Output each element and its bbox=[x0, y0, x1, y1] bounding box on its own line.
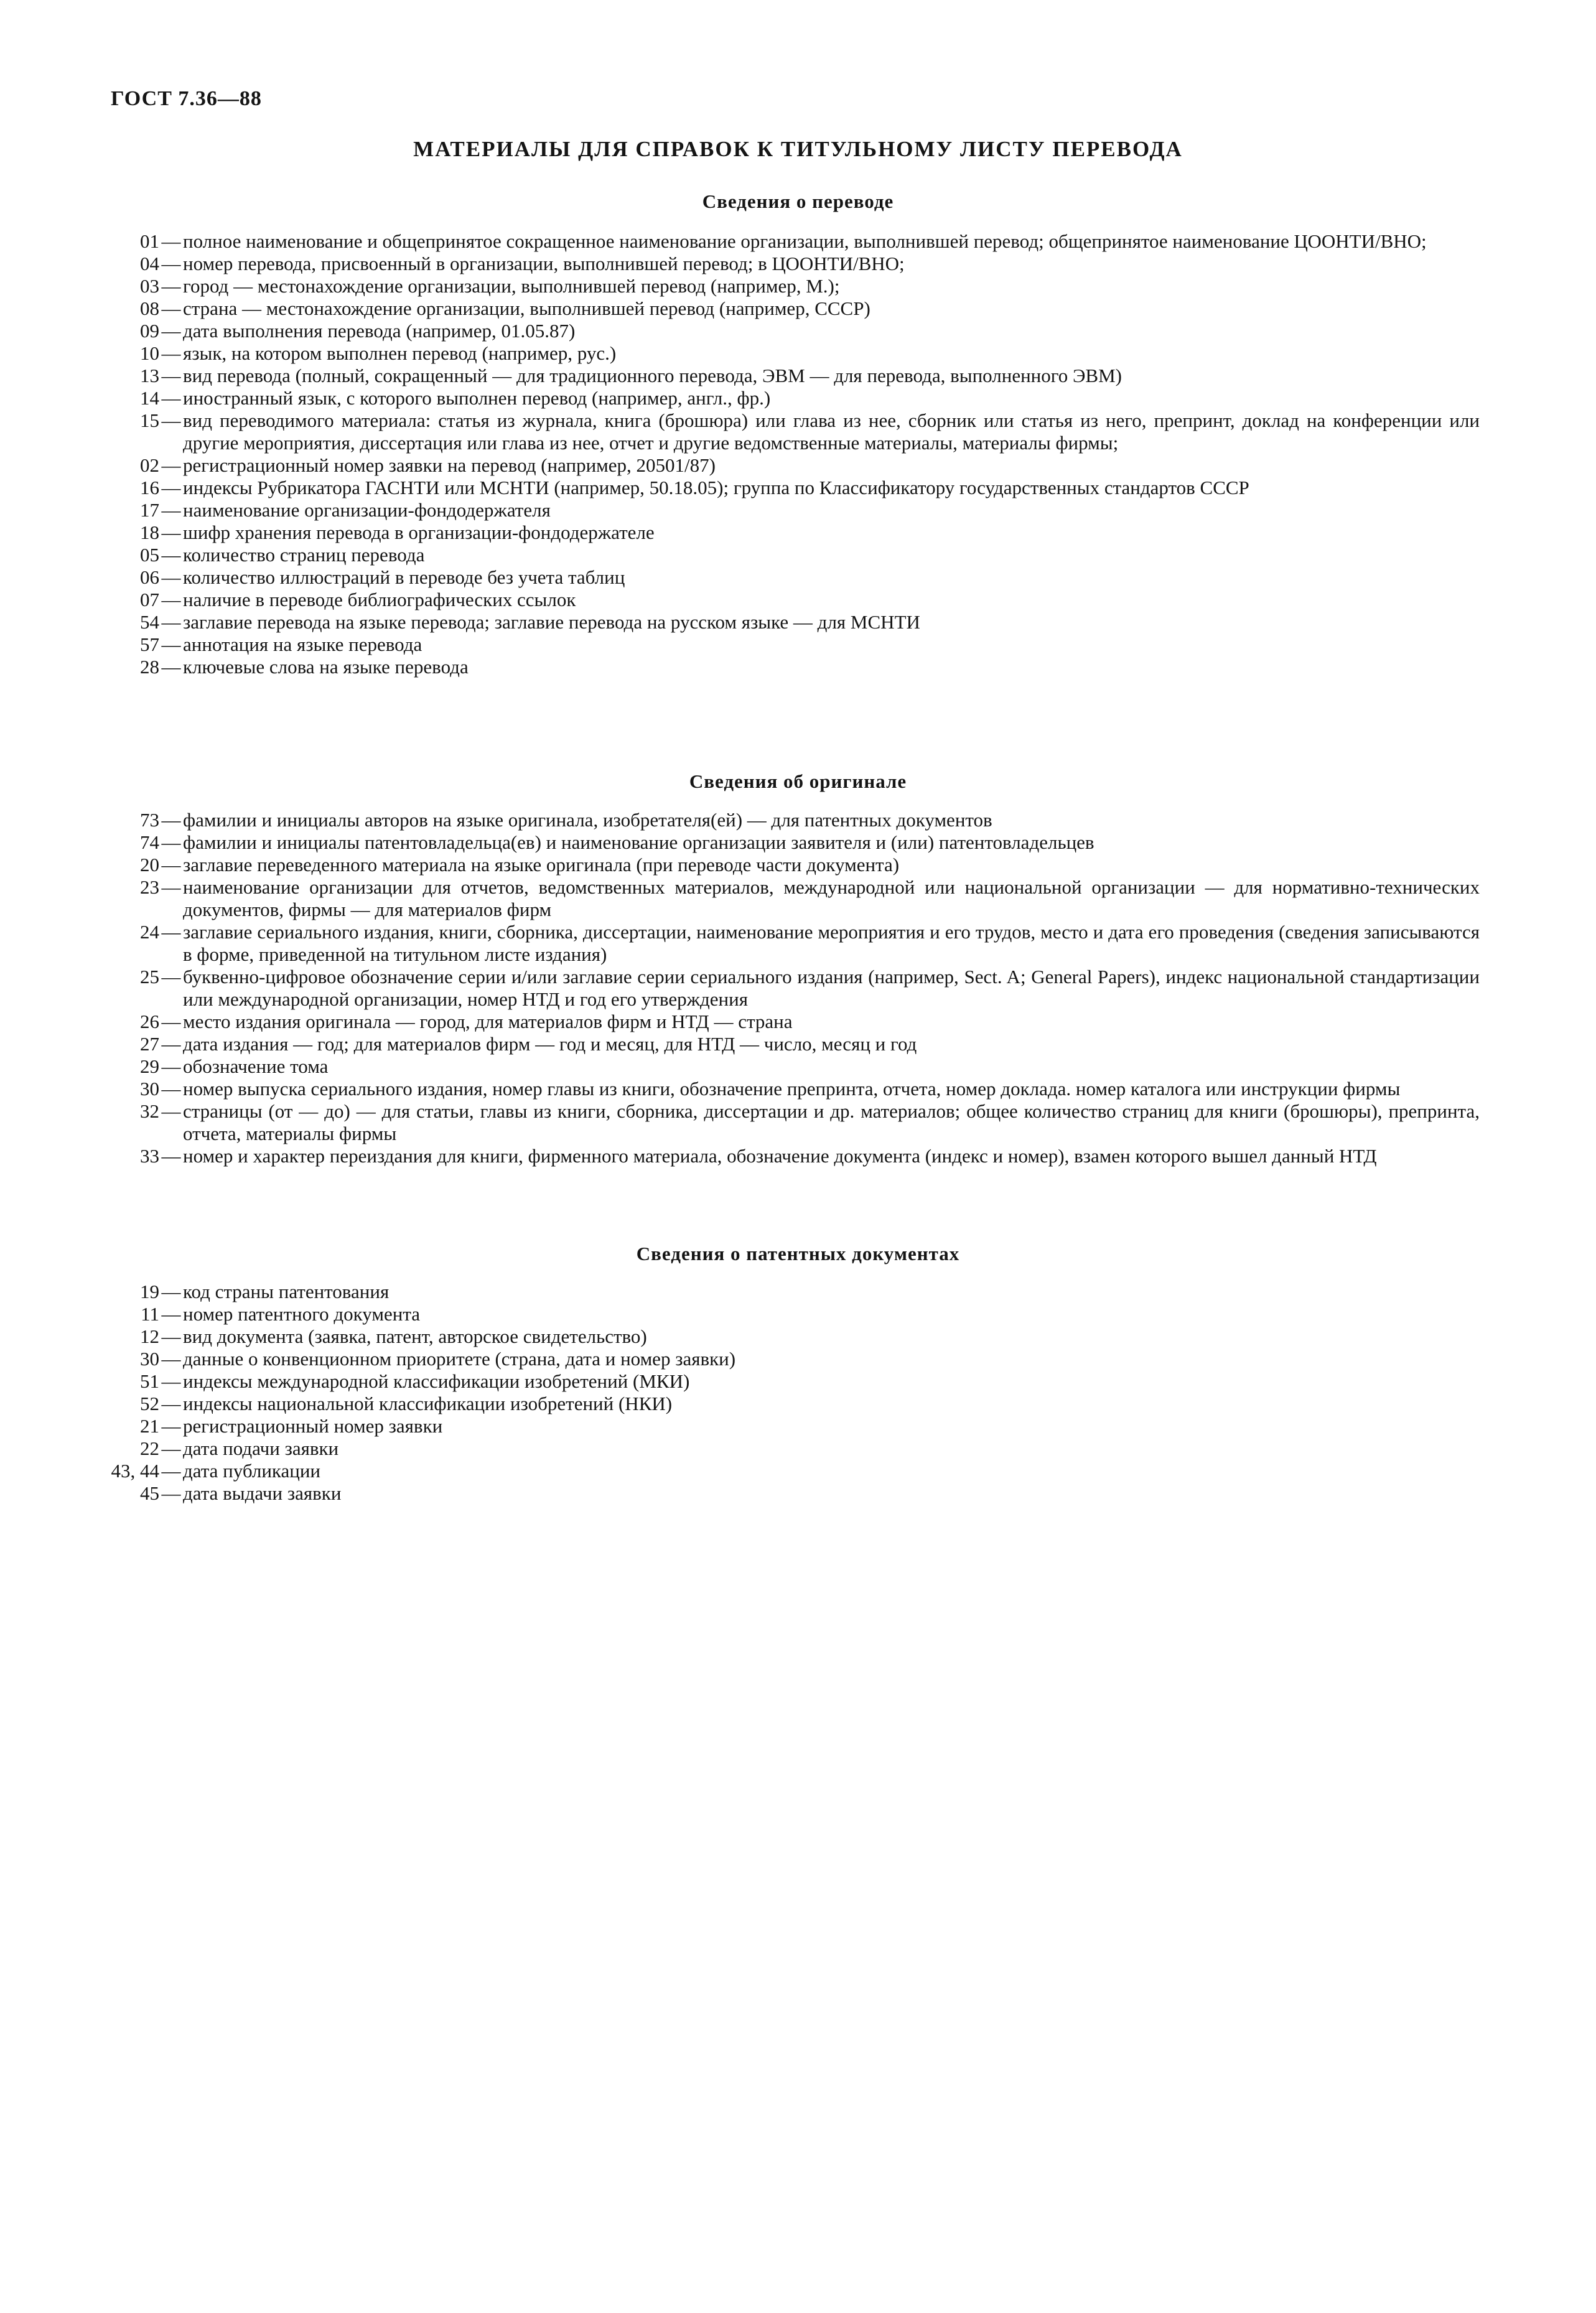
field-description: номер патентного документа bbox=[183, 1303, 421, 1325]
list-item bbox=[111, 1145, 1480, 1167]
list-item bbox=[111, 1348, 1480, 1370]
field-code: 02 bbox=[140, 454, 159, 476]
list-item bbox=[111, 966, 1480, 1011]
field-code: 11 bbox=[141, 1303, 159, 1325]
field-description: фамилии и инициалы авторов на языке оригинала, изобретателя(ей) — для патентных документов bbox=[183, 809, 992, 831]
field-description: количество страниц перевода bbox=[183, 544, 425, 566]
field-code: 21 bbox=[140, 1415, 159, 1437]
dash-separator: — bbox=[161, 253, 181, 274]
field-description: дата выполнения перевода (например, 01.05.87) bbox=[183, 320, 576, 342]
field-description: дата подачи заявки bbox=[183, 1437, 339, 1459]
field-code: 10 bbox=[140, 342, 159, 364]
list-item bbox=[111, 1055, 1480, 1078]
field-description: заглавие сериального издания, книги, сборника, диссертации, наименование мероприятия и его трудов, место и дата его проведения (сведения записываются в форме, приведенной на титульном листе издания) bbox=[183, 921, 1480, 965]
dash-separator: — bbox=[161, 966, 181, 988]
field-description: номер выпуска сериального издания, номер главы из книги, обозначение препринта, отчета, номер доклада. номер каталога или инструкции фирмы bbox=[183, 1078, 1401, 1100]
list-item bbox=[111, 1460, 1480, 1482]
dash-separator: — bbox=[161, 454, 181, 476]
list-item bbox=[111, 544, 1480, 566]
list-item bbox=[111, 342, 1480, 365]
field-description: индексы международной классификации изобретений (МКИ) bbox=[183, 1370, 690, 1392]
dash-separator: — bbox=[161, 1145, 181, 1167]
field-description: ключевые слова на языке перевода bbox=[183, 656, 469, 678]
field-code: 73 bbox=[140, 809, 159, 831]
dash-separator: — bbox=[161, 275, 181, 297]
field-code: 30 bbox=[140, 1078, 159, 1100]
field-description: вид документа (заявка, патент, авторское свидетельство) bbox=[183, 1325, 647, 1347]
field-description: регистрационный номер заявки bbox=[183, 1415, 443, 1437]
list-item bbox=[111, 809, 1480, 831]
field-code: 20 bbox=[140, 854, 159, 876]
field-description: дата публикации bbox=[183, 1460, 321, 1482]
field-description: обозначение тома bbox=[183, 1055, 329, 1077]
field-description: заглавие перевода на языке перевода; заглавие перевода на русском языке — для МСНТИ bbox=[183, 611, 920, 633]
field-code: 09 bbox=[140, 320, 159, 342]
list-item bbox=[111, 499, 1480, 521]
dash-separator: — bbox=[161, 499, 181, 521]
dash-separator: — bbox=[161, 1055, 181, 1077]
field-code: 30 bbox=[140, 1348, 159, 1370]
list-item bbox=[111, 656, 1480, 678]
field-code: 23 bbox=[140, 876, 159, 898]
list-item bbox=[111, 1011, 1480, 1033]
field-description: фамилии и инициалы патентовладельца(ев) и наименование организации заявителя и (или) патентовладельцев bbox=[183, 831, 1094, 853]
dash-separator: — bbox=[161, 521, 181, 543]
field-code: 06 bbox=[140, 566, 159, 588]
field-code: 57 bbox=[140, 633, 159, 655]
dash-separator: — bbox=[161, 1437, 181, 1459]
list-item bbox=[111, 365, 1480, 387]
dash-separator: — bbox=[161, 409, 181, 431]
dash-separator: — bbox=[161, 230, 181, 252]
field-code: 04 bbox=[140, 253, 159, 274]
dash-separator: — bbox=[161, 1393, 181, 1414]
dash-separator: — bbox=[161, 1460, 181, 1482]
field-description: индексы национальной классификации изобретений (НКИ) bbox=[183, 1393, 673, 1414]
translation-fields-list bbox=[111, 230, 1480, 678]
field-code: 15 bbox=[140, 409, 159, 431]
field-description: количество иллюстраций в переводе без учета таблиц bbox=[183, 566, 625, 588]
list-item bbox=[111, 1437, 1480, 1460]
field-description: наименование организации-фондодержателя bbox=[183, 499, 551, 521]
list-item bbox=[111, 1033, 1480, 1055]
list-item bbox=[111, 1078, 1480, 1100]
field-code: 54 bbox=[140, 611, 159, 633]
field-code: 52 bbox=[140, 1393, 159, 1414]
field-description: номер и характер переиздания для книги, фирменного материала, обозначение документа (индекс и номер), взамен которого вышел данный НТД bbox=[183, 1145, 1377, 1167]
list-item bbox=[111, 409, 1480, 454]
field-code: 51 bbox=[140, 1370, 159, 1392]
dash-separator: — bbox=[161, 1281, 181, 1302]
dash-separator: — bbox=[161, 1482, 181, 1504]
list-item bbox=[111, 566, 1480, 589]
section-title-translation: Сведения о переводе bbox=[702, 190, 894, 212]
field-code: 12 bbox=[140, 1325, 159, 1347]
list-item bbox=[111, 230, 1480, 253]
list-item bbox=[111, 876, 1480, 921]
dash-separator: — bbox=[161, 1325, 181, 1347]
list-item bbox=[111, 1281, 1480, 1303]
dash-separator: — bbox=[161, 589, 181, 610]
field-description: буквенно-цифровое обозначение серии и/или заглавие серии сериального издания (например, Sect. A; General Papers), индекс национальной стандартизации или международной организации, номер НТД и год его утверждения bbox=[183, 966, 1480, 1010]
dash-separator: — bbox=[161, 656, 181, 678]
dash-separator: — bbox=[161, 854, 181, 876]
field-code: 18 bbox=[140, 521, 159, 543]
patent-fields-list bbox=[111, 1281, 1480, 1505]
dash-separator: — bbox=[161, 1303, 181, 1325]
dash-separator: — bbox=[161, 1348, 181, 1370]
field-code: 14 bbox=[140, 387, 159, 409]
field-description: дата издания — год; для материалов фирм — год и месяц, для НТД — число, месяц и год bbox=[183, 1033, 917, 1055]
list-item bbox=[111, 454, 1480, 477]
dash-separator: — bbox=[161, 297, 181, 319]
field-description: страна — местонахождение организации, выполнившей перевод (например, СССР) bbox=[183, 297, 870, 319]
list-item bbox=[111, 611, 1480, 633]
dash-separator: — bbox=[161, 831, 181, 853]
field-description: наименование организации для отчетов, ведомственных материалов, международной или национальной организации — для нормативно-технических документов, фирмы — для материалов фирм bbox=[183, 876, 1480, 920]
dash-separator: — bbox=[161, 320, 181, 342]
list-item bbox=[111, 1393, 1480, 1415]
field-code: 13 bbox=[140, 365, 159, 386]
field-description: страницы (от — до) — для статьи, главы из книги, сборника, диссертации и др. материалов; общее количество страниц для книги (брошюры), препринта, отчета, материалы фирмы bbox=[183, 1100, 1480, 1144]
field-description: язык, на котором выполнен перевод (например, рус.) bbox=[183, 342, 617, 364]
list-item bbox=[111, 633, 1480, 656]
list-item bbox=[111, 521, 1480, 544]
field-code: 16 bbox=[140, 477, 159, 498]
list-item bbox=[111, 1325, 1480, 1348]
list-item bbox=[111, 275, 1480, 297]
list-item bbox=[111, 921, 1480, 966]
list-item bbox=[111, 253, 1480, 275]
dash-separator: — bbox=[161, 633, 181, 655]
field-code: 43, 44 bbox=[111, 1460, 159, 1482]
field-description: данные о конвенционном приоритете (страна, дата и номер заявки) bbox=[183, 1348, 736, 1370]
field-code: 26 bbox=[140, 1011, 159, 1032]
section-title-original: Сведения об оригинале bbox=[689, 770, 907, 792]
field-description: вид перевода (полный, сокращенный — для традиционного перевода, ЭВМ — для перевода, выполненного ЭВМ) bbox=[183, 365, 1122, 386]
dash-separator: — bbox=[161, 387, 181, 409]
field-description: место издания оригинала — город, для материалов фирм и НТД — страна bbox=[183, 1011, 793, 1032]
dash-separator: — bbox=[161, 1033, 181, 1055]
dash-separator: — bbox=[161, 809, 181, 831]
dash-separator: — bbox=[161, 566, 181, 588]
dash-separator: — bbox=[161, 1370, 181, 1392]
field-description: вид переводимого материала: статья из журнала, книга (брошюра) или глава из нее, сборник или статья из него, препринт, доклад на конференции или другие мероприятия, диссертация или глава из нее, отчет и другие ведомственные материалы, материалы фирмы; bbox=[183, 409, 1480, 454]
field-description: наличие в переводе библиографических ссылок bbox=[183, 589, 576, 610]
field-description: город — местонахождение организации, выполнившей перевод (например, М.); bbox=[183, 275, 840, 297]
field-code: 45 bbox=[140, 1482, 159, 1504]
field-description: индексы Рубрикатора ГАСНТИ или МСНТИ (например, 50.18.05); группа по Классификатору государственных стандартов СССР bbox=[183, 477, 1249, 498]
dash-separator: — bbox=[161, 1415, 181, 1437]
dash-separator: — bbox=[161, 544, 181, 566]
field-code: 08 bbox=[140, 297, 159, 319]
field-description: аннотация на языке перевода bbox=[183, 633, 422, 655]
page-title: МАТЕРИАЛЫ ДЛЯ СПРАВОК К ТИТУЛЬНОМУ ЛИСТУ ПЕРЕВОДА bbox=[413, 137, 1183, 161]
original-fields-list bbox=[111, 809, 1480, 1167]
list-item bbox=[111, 589, 1480, 611]
list-item bbox=[111, 854, 1480, 876]
dash-separator: — bbox=[161, 921, 181, 943]
field-description: дата выдачи заявки bbox=[183, 1482, 342, 1504]
list-item bbox=[111, 320, 1480, 342]
field-code: 25 bbox=[140, 966, 159, 988]
field-description: заглавие переведенного материала на языке оригинала (при переводе части документа) bbox=[183, 854, 900, 876]
field-code: 05 bbox=[140, 544, 159, 566]
field-code: 01 bbox=[140, 230, 159, 252]
field-code: 32 bbox=[140, 1100, 159, 1122]
dash-separator: — bbox=[161, 477, 181, 498]
field-code: 29 bbox=[140, 1055, 159, 1077]
standard-code: ГОСТ 7.36—88 bbox=[111, 87, 262, 110]
field-code: 03 bbox=[140, 275, 159, 297]
dash-separator: — bbox=[161, 1078, 181, 1100]
field-description: иностранный язык, с которого выполнен перевод (например, англ., фр.) bbox=[183, 387, 771, 409]
dash-separator: — bbox=[161, 342, 181, 364]
list-item bbox=[111, 1415, 1480, 1437]
field-code: 07 bbox=[140, 589, 159, 610]
dash-separator: — bbox=[161, 1011, 181, 1032]
field-description: шифр хранения перевода в организации-фондодержателе bbox=[183, 521, 655, 543]
field-description: код страны патентования bbox=[183, 1281, 390, 1302]
field-code: 24 bbox=[140, 921, 159, 943]
section-title-patent: Сведения о патентных документах bbox=[636, 1243, 960, 1264]
list-item bbox=[111, 477, 1480, 499]
field-description: регистрационный номер заявки на перевод (например, 20501/87) bbox=[183, 454, 716, 476]
list-item bbox=[111, 1100, 1480, 1145]
field-code: 17 bbox=[140, 499, 159, 521]
field-code: 22 bbox=[140, 1437, 159, 1459]
field-code: 33 bbox=[140, 1145, 159, 1167]
field-description: номер перевода, присвоенный в организации, выполнившей перевод; в ЦООНТИ/ВНО; bbox=[183, 253, 905, 274]
dash-separator: — bbox=[161, 611, 181, 633]
field-code: 28 bbox=[140, 656, 159, 678]
list-item bbox=[111, 297, 1480, 320]
field-description: полное наименование и общепринятое сокращенное наименование организации, выполнившей перевод; общепринятое наименование ЦООНТИ/ВНО; bbox=[183, 230, 1427, 252]
list-item bbox=[111, 1303, 1480, 1325]
dash-separator: — bbox=[161, 365, 181, 386]
field-code: 27 bbox=[140, 1033, 159, 1055]
list-item bbox=[111, 387, 1480, 409]
list-item bbox=[111, 1482, 1480, 1505]
field-code: 19 bbox=[140, 1281, 159, 1302]
field-code: 74 bbox=[140, 831, 159, 853]
list-item bbox=[111, 1370, 1480, 1393]
dash-separator: — bbox=[161, 876, 181, 898]
dash-separator: — bbox=[161, 1100, 181, 1122]
list-item bbox=[111, 831, 1480, 854]
